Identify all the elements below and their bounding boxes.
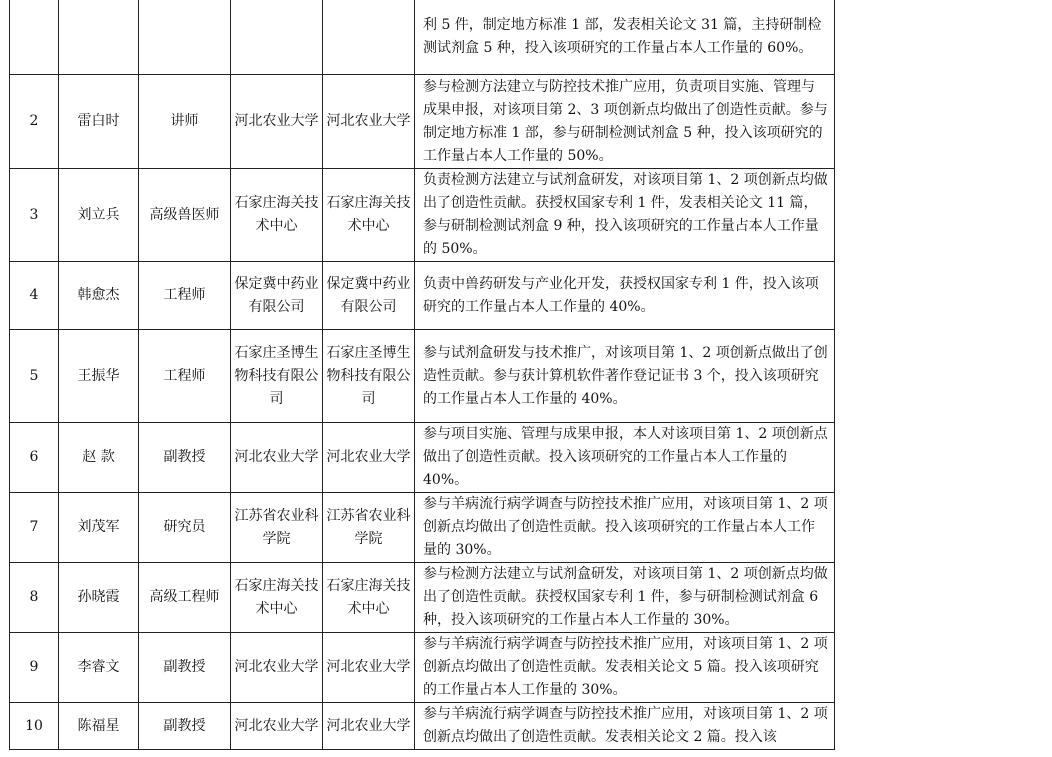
job-title: 副教授 xyxy=(139,633,231,703)
person-name: 雷白时 xyxy=(59,75,139,169)
row-number xyxy=(10,0,59,75)
job-title: 高级兽医师 xyxy=(139,169,231,262)
contribution-description: 参与检测方法建立与防控技术推广应用，负责项目实施、管理与成果申报，对该项目第 2、3 项创新点均做出了创造性贡献。参与制定地方标准 1 部，参与研制检测试剂盒 5 种，投入该项研究的工作量占本人工作量的 50%。 xyxy=(415,75,835,169)
contribution-description: 参与检测方法建立与试剂盒研发，对该项目第 1、2 项创新点均做出了创造性贡献。获授权国家专利 1 件，参与研制检测试剂盒 6 种，投入该项研究的工作量占本人工作量的 30%。 xyxy=(415,563,835,633)
person-name: 韩愈杰 xyxy=(59,262,139,330)
completion-unit: 石家庄圣博生物科技有限公司 xyxy=(323,330,415,423)
row-number: 6 xyxy=(10,423,59,493)
work-unit: 石家庄圣博生物科技有限公司 xyxy=(231,330,323,423)
work-unit: 河北农业大学 xyxy=(231,633,323,703)
table-row xyxy=(10,330,835,423)
job-title: 副教授 xyxy=(139,703,231,750)
completion-unit: 保定冀中药业有限公司 xyxy=(323,262,415,330)
job-title: 工程师 xyxy=(139,330,231,423)
contribution-description: 负责检测方法建立与试剂盒研发，对该项目第 1、2 项创新点均做出了创造性贡献。获授权国家专利 1 件，发表相关论文 11 篇，参与研制检测试剂盒 9 种，投入该项研究的工作量占本人工作量的 50%。 xyxy=(415,169,835,262)
contribution-description: 参与项目实施、管理与成果申报，本人对该项目第 1、2 项创新点做出了创造性贡献。投入该项研究的工作量占本人工作量的 40%。 xyxy=(415,423,835,493)
completion-unit: 石家庄海关技术中心 xyxy=(323,169,415,262)
contribution-description: 参与羊病流行病学调查与防控技术推广应用，对该项目第 1、2 项创新点均做出了创造性贡献。发表相关论文 5 篇。投入该项研究的工作量占本人工作量的 30%。 xyxy=(415,633,835,703)
row-number: 2 xyxy=(10,75,59,169)
row-number: 5 xyxy=(10,330,59,423)
work-unit: 河北农业大学 xyxy=(231,703,323,750)
table-row xyxy=(10,423,835,493)
table-row xyxy=(10,563,835,633)
job-title xyxy=(139,0,231,75)
work-unit: 保定冀中药业有限公司 xyxy=(231,262,323,330)
work-unit: 河北农业大学 xyxy=(231,75,323,169)
contribution-description: 参与羊病流行病学调查与防控技术推广应用，对该项目第 1、2 项创新点均做出了创造性贡献。发表相关论文 2 篇。投入该 xyxy=(415,703,835,750)
table-row xyxy=(10,75,835,169)
table-row xyxy=(10,493,835,563)
contribution-description: 参与试剂盒研发与技术推广，对该项目第 1、2 项创新点做出了创造性贡献。参与获计算机软件著作登记证书 3 个，投入该项研究的工作量占本人工作量的 40%。 xyxy=(415,330,835,423)
completion-unit: 江苏省农业科学院 xyxy=(323,493,415,563)
job-title: 工程师 xyxy=(139,262,231,330)
row-number: 3 xyxy=(10,169,59,262)
completion-unit: 河北农业大学 xyxy=(323,75,415,169)
completion-unit: 石家庄海关技术中心 xyxy=(323,563,415,633)
contributors-table xyxy=(9,0,835,750)
person-name: 陈福星 xyxy=(59,703,139,750)
table-row xyxy=(10,0,835,75)
job-title: 高级工程师 xyxy=(139,563,231,633)
contribution-description: 参与羊病流行病学调查与防控技术推广应用，对该项目第 1、2 项创新点均做出了创造性贡献。投入该项研究的工作量占本人工作量的 30%。 xyxy=(415,493,835,563)
completion-unit: 河北农业大学 xyxy=(323,423,415,493)
person-name xyxy=(59,0,139,75)
work-unit: 江苏省农业科学院 xyxy=(231,493,323,563)
table-row xyxy=(10,262,835,330)
person-name: 孙晓霞 xyxy=(59,563,139,633)
contribution-description: 负责中兽药研发与产业化开发，获授权国家专利 1 件，投入该项研究的工作量占本人工作量的 40%。 xyxy=(415,262,835,330)
table-row xyxy=(10,703,835,750)
work-unit: 石家庄海关技术中心 xyxy=(231,563,323,633)
completion-unit: 河北农业大学 xyxy=(323,633,415,703)
job-title: 讲师 xyxy=(139,75,231,169)
person-name: 王振华 xyxy=(59,330,139,423)
row-number: 9 xyxy=(10,633,59,703)
job-title: 研究员 xyxy=(139,493,231,563)
work-unit xyxy=(231,0,323,75)
row-number: 10 xyxy=(10,703,59,750)
job-title: 副教授 xyxy=(139,423,231,493)
person-name: 李睿文 xyxy=(59,633,139,703)
contribution-description: 利 5 件，制定地方标准 1 部，发表相关论文 31 篇，主持研制检测试剂盒 5 种，投入该项研究的工作量占本人工作量的 60%。 xyxy=(415,0,835,75)
work-unit: 河北农业大学 xyxy=(231,423,323,493)
row-number: 7 xyxy=(10,493,59,563)
table-row xyxy=(10,633,835,703)
row-number: 4 xyxy=(10,262,59,330)
table-row xyxy=(10,169,835,262)
work-unit: 石家庄海关技术中心 xyxy=(231,169,323,262)
person-name: 刘茂军 xyxy=(59,493,139,563)
person-name: 刘立兵 xyxy=(59,169,139,262)
completion-unit xyxy=(323,0,415,75)
completion-unit: 河北农业大学 xyxy=(323,703,415,750)
person-name: 赵 款 xyxy=(59,423,139,493)
row-number: 8 xyxy=(10,563,59,633)
